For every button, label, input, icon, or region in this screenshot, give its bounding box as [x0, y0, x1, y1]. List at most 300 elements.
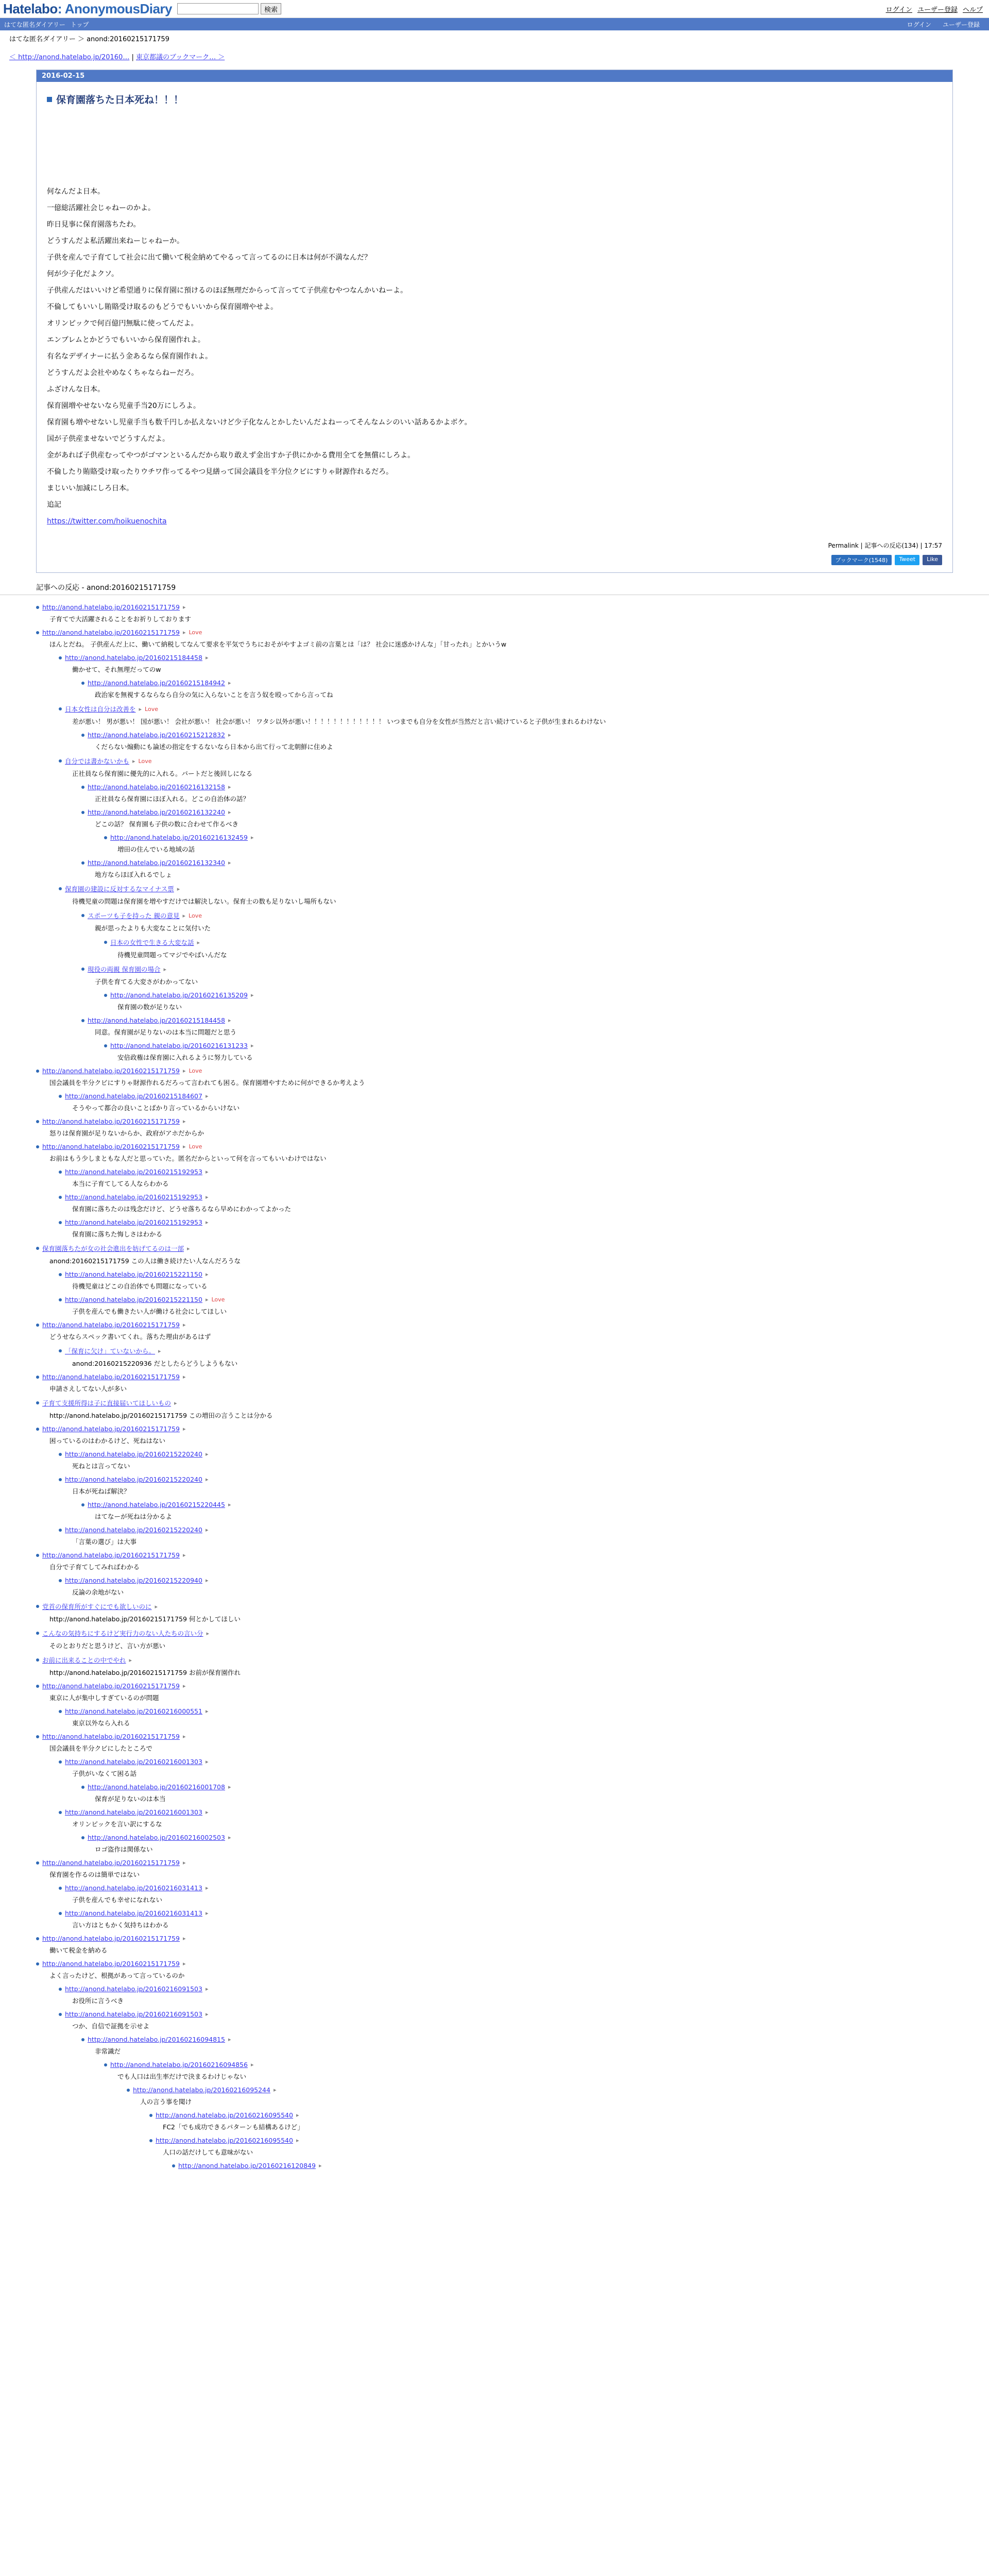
entry-owner-line: はてな匿名ダイアリー ＞ anond:20160215171759	[9, 36, 169, 43]
bullet-icon	[36, 1070, 39, 1073]
comment-link[interactable]: http://anond.hatelabo.jp/20160216132459	[110, 834, 248, 841]
comment-heading	[36, 1143, 953, 1150]
comment-heading	[59, 1909, 953, 1917]
bullet-icon	[104, 1044, 107, 1047]
entry-body-line: ふざけんな日本。	[47, 385, 105, 394]
comment-link[interactable]: http://anond.hatelabo.jp/20160216091503	[65, 2010, 202, 2018]
expand-arrow-icon[interactable]: ▸	[182, 1733, 186, 1740]
comment-link[interactable]: 保育園落ちたが女の社会進出を妨げてるのは一部	[42, 1245, 184, 1252]
comment-item	[59, 1909, 953, 1930]
comment-item	[59, 1346, 953, 1369]
comment-text: 「言葉の選び」は大事	[72, 1538, 137, 1546]
entry-body-line: 追記	[47, 501, 61, 509]
comment-link[interactable]: 子育て支援所得は子に直接届いてほしいもの	[42, 1399, 172, 1407]
comment-link[interactable]: http://anond.hatelabo.jp/20160215192953	[65, 1218, 202, 1226]
comment-text: 怒りは保育園が足りないからか、政府がアホだからか	[49, 1129, 204, 1137]
comment-text: 人口の話だけしても意味がない	[163, 2148, 253, 2156]
bullet-icon	[81, 914, 84, 917]
search-input[interactable]	[177, 3, 259, 14]
nav-top[interactable]: トップ	[70, 21, 89, 28]
comment-heading	[172, 2162, 953, 2170]
expand-arrow-icon[interactable]: ▸	[205, 1809, 209, 1816]
comment-link[interactable]: http://anond.hatelabo.jp/20160215171759	[42, 1551, 180, 1559]
comment-link[interactable]: http://anond.hatelabo.jp/20160215171759	[42, 1859, 180, 1867]
bullet-icon	[81, 734, 84, 737]
comment-text: 安倍政権は保育園に入れるように努力している	[117, 1054, 253, 1061]
comment-text: 東京以外なら入れる	[72, 1719, 130, 1727]
comment-link[interactable]: http://anond.hatelabo.jp/20160215171759	[42, 1960, 180, 1968]
comment-link[interactable]: お前に出来ることの中でやれ	[42, 1656, 126, 1664]
comment-link[interactable]: http://anond.hatelabo.jp/20160215171759	[42, 603, 180, 611]
entry-body-line: 国が子供産ませないでどうすんだよ。	[47, 435, 169, 443]
expand-arrow-icon[interactable]: ▸	[205, 1910, 209, 1917]
expand-arrow-icon[interactable]: ▸	[228, 784, 231, 790]
comment-link[interactable]: http://anond.hatelabo.jp/20160216091503	[65, 1985, 202, 1993]
comment-heading	[59, 884, 953, 893]
comment-heading	[36, 1655, 953, 1665]
bullet-icon	[36, 1247, 39, 1250]
expand-arrow-icon[interactable]: ▸	[205, 1527, 209, 1533]
expand-arrow-icon[interactable]: ▸	[250, 834, 254, 841]
comment-link[interactable]: http://anond.hatelabo.jp/20160215192953	[65, 1168, 202, 1176]
comment-item	[59, 1476, 953, 1497]
comment-link[interactable]: http://anond.hatelabo.jp/20160215171759	[42, 1935, 180, 1942]
expand-arrow-icon[interactable]: ▸	[205, 1986, 209, 1992]
comment-link[interactable]: 日本女性は自分は改善を	[65, 705, 136, 713]
comment-link[interactable]: 党首の保育所がすぐにでも欲しいのに	[42, 1603, 152, 1611]
comment-heading	[59, 1450, 953, 1458]
comment-heading	[81, 783, 953, 791]
comment-heading	[104, 1042, 953, 1049]
bullet-icon	[59, 1196, 62, 1199]
bullet-icon	[149, 2114, 152, 2117]
comment-text: どうせならスペック書いてくれ。落ちた理由があるはず	[49, 1333, 211, 1341]
comment-link[interactable]: http://anond.hatelabo.jp/20160216132240	[88, 808, 225, 816]
comment-heading	[59, 2010, 953, 2018]
expand-arrow-icon[interactable]: ▸	[174, 1399, 177, 1406]
comment-item	[36, 629, 953, 650]
expand-arrow-icon[interactable]: ▸	[155, 1603, 158, 1610]
expand-arrow-icon[interactable]: ▸	[228, 1501, 231, 1508]
bullet-icon	[81, 811, 84, 814]
comment-text: 困っているのはわかるけど、死ねはない	[49, 1437, 166, 1445]
expand-arrow-icon[interactable]: ▸	[197, 939, 200, 946]
comment-text: 人の言う事を聞け	[140, 2098, 192, 2106]
comment-heading	[81, 808, 953, 816]
love-badge[interactable]: Love	[189, 1067, 202, 1074]
comment-link[interactable]: http://anond.hatelabo.jp/20160216095540	[156, 2137, 293, 2144]
comment-link[interactable]: http://anond.hatelabo.jp/20160215171759	[42, 1682, 180, 1690]
expand-arrow-icon[interactable]: ▸	[250, 2061, 254, 2068]
comment-item	[36, 1629, 953, 1651]
entry-body	[37, 111, 952, 535]
comment-link[interactable]: http://anond.hatelabo.jp/20160215184458	[88, 1016, 225, 1024]
comment-item	[81, 964, 953, 987]
comment-text: ロゴ盗作は関係ない	[95, 1845, 153, 1853]
comment-link[interactable]: http://anond.hatelabo.jp/20160216001303	[65, 1808, 202, 1816]
prev-entry-link[interactable]: ＜ http://anond.hatelabo.jp/20160…	[9, 54, 130, 61]
comment-link[interactable]: http://anond.hatelabo.jp/20160216095244	[133, 2086, 270, 2094]
expand-arrow-icon[interactable]: ▸	[139, 705, 142, 713]
comment-item	[36, 1143, 953, 1164]
expand-arrow-icon[interactable]: ▸	[182, 604, 186, 611]
expand-arrow-icon[interactable]: ▸	[182, 1143, 186, 1150]
entry-body-line: 何が少子化だよクソ。	[47, 270, 119, 278]
bullet-icon	[81, 1019, 84, 1022]
comment-item	[59, 2010, 953, 2031]
comment-heading	[36, 1682, 953, 1690]
expand-arrow-icon[interactable]: ▸	[228, 1834, 231, 1841]
comment-heading	[36, 603, 953, 611]
comment-link[interactable]: http://anond.hatelabo.jp/20160215171759	[42, 1067, 180, 1075]
search-button[interactable]: 検索	[261, 3, 281, 14]
comment-heading	[36, 1960, 953, 1968]
comment-item	[149, 2137, 953, 2158]
comment-heading	[36, 1551, 953, 1559]
comment-link[interactable]: http://anond.hatelabo.jp/20160216135209	[110, 991, 248, 999]
comment-link[interactable]: http://anond.hatelabo.jp/20160216031413	[65, 1909, 202, 1917]
comment-text: 子供がいなくて困る話	[72, 1770, 137, 1777]
expand-arrow-icon[interactable]: ▸	[228, 1017, 231, 1024]
expand-arrow-icon[interactable]: ▸	[205, 1271, 209, 1278]
comment-link[interactable]: http://anond.hatelabo.jp/20160215220240	[65, 1450, 202, 1458]
expand-arrow-icon[interactable]: ▸	[250, 992, 254, 998]
comment-text: 子育てで大活躍されることをお祈りしております	[49, 615, 192, 623]
comment-heading	[81, 731, 953, 739]
expand-arrow-icon[interactable]: ▸	[228, 859, 231, 866]
comment-heading	[36, 1935, 953, 1942]
comment-item	[59, 1092, 953, 1113]
next-entry-link[interactable]: 東京都議のブックマーク… ＞	[135, 54, 225, 61]
comment-link[interactable]: http://anond.hatelabo.jp/20160216002503	[88, 1834, 225, 1841]
comment-text: オリンピックを言い訳にするな	[72, 1820, 162, 1828]
entry-footer: Permalink | 記事への反応(134) | 17:57	[828, 542, 942, 549]
comment-text: 働かせて、それ無理だってのw	[72, 666, 161, 673]
expand-arrow-icon[interactable]: ▸	[228, 1784, 231, 1790]
comment-text: 差が悪い！ 男が悪い！ 国が悪い！ 会社が悪い！ 社会が悪い！ ワタシ以外が悪い！！！！！！！！！！！！ いつまでも自分を女性が当然だと言い続けていると子供が生まれるわけない	[72, 718, 606, 725]
comment-heading	[36, 1117, 953, 1125]
comment-link[interactable]: http://anond.hatelabo.jp/20160216095540	[156, 2111, 293, 2119]
bullet-icon	[81, 682, 84, 685]
expand-arrow-icon[interactable]: ▸	[318, 2162, 322, 2169]
expand-arrow-icon[interactable]: ▸	[205, 1451, 209, 1458]
entry-body-line: 昨日見事に保育園落ちたわ。	[47, 221, 141, 229]
expand-arrow-icon[interactable]: ▸	[205, 1296, 209, 1303]
comment-heading	[81, 911, 953, 920]
expand-arrow-icon[interactable]: ▸	[205, 2011, 209, 2018]
comment-link[interactable]: http://anond.hatelabo.jp/20160215171759	[42, 1117, 180, 1125]
comment-text: 本当に子育てしてる人ならわかる	[72, 1180, 169, 1188]
comment-item	[36, 1551, 953, 1572]
comment-heading	[59, 1526, 953, 1534]
expand-arrow-icon[interactable]: ▸	[132, 757, 135, 765]
expand-arrow-icon[interactable]: ▸	[182, 1118, 186, 1125]
expand-arrow-icon[interactable]: ▸	[187, 1245, 190, 1252]
comment-link[interactable]: http://anond.hatelabo.jp/20160215192953	[65, 1193, 202, 1201]
bullet-icon	[59, 1095, 62, 1098]
comment-heading	[36, 1733, 953, 1740]
comment-heading	[81, 2036, 953, 2043]
expand-arrow-icon[interactable]: ▸	[273, 2087, 277, 2093]
comment-item	[36, 1602, 953, 1624]
comment-text: 東京に人が集中しすぎているのが問題	[49, 1694, 159, 1702]
comment-link[interactable]: こんなの気持ちにするけど実行力のない人たちの言い分	[42, 1630, 203, 1637]
expand-arrow-icon[interactable]: ▸	[182, 629, 186, 636]
bullet-icon	[104, 994, 107, 997]
entry-body-line: 子供を産んで子育てして社会に出て働いて税金納めてやるって言ってるのに日本は何が不満なんだ？	[47, 253, 371, 262]
comment-item	[81, 1783, 953, 1804]
comment-link[interactable]: http://anond.hatelabo.jp/20160215184607	[65, 1092, 202, 1100]
bullet-icon	[59, 1478, 62, 1481]
comment-link[interactable]: 「保育に欠け」ていないから。	[65, 1347, 156, 1355]
comment-text: 親が思ったよりも大変なことに気付いた	[95, 924, 211, 932]
comment-text: はてなーが死ねは分かるよ	[95, 1513, 173, 1520]
comment-item	[36, 1935, 953, 1956]
comment-link[interactable]: http://anond.hatelabo.jp/20160215220240	[65, 1476, 202, 1483]
comment-heading	[81, 859, 953, 867]
comment-text: 保育園の数が足りない	[117, 1003, 182, 1011]
bullet-icon	[36, 1937, 39, 1940]
comment-link[interactable]: http://anond.hatelabo.jp/20160215171759	[42, 629, 180, 636]
comment-link[interactable]: http://anond.hatelabo.jp/20160216132158	[88, 783, 225, 791]
comment-heading	[81, 964, 953, 974]
site-logo[interactable]: Hatelabo: AnonymousDiary	[3, 1, 172, 16]
bullet-icon	[81, 2038, 84, 2041]
comment-heading	[59, 1193, 953, 1201]
comment-link[interactable]: http://anond.hatelabo.jp/20160215221150	[65, 1270, 202, 1278]
expand-arrow-icon[interactable]: ▸	[205, 1885, 209, 1891]
comment-heading	[104, 938, 953, 947]
comment-item	[59, 1526, 953, 1547]
comment-link[interactable]: http://anond.hatelabo.jp/20160216000551	[65, 1707, 202, 1715]
comment-item	[59, 1168, 953, 1189]
entry-date: 2016-02-15	[37, 70, 952, 82]
comment-text: 日本が死ねば解決？	[72, 1487, 130, 1495]
nav-login[interactable]: ログイン	[907, 21, 931, 28]
expand-arrow-icon[interactable]: ▸	[182, 1067, 186, 1074]
comment-heading	[127, 2086, 953, 2094]
comment-link[interactable]: http://anond.hatelabo.jp/20160215220240	[65, 1526, 202, 1534]
signup-link[interactable]: ユーザー登録	[917, 6, 958, 14]
love-badge[interactable]: Love	[145, 705, 158, 713]
comment-link[interactable]: http://anond.hatelabo.jp/20160216001708	[88, 1783, 225, 1791]
comment-link[interactable]: 自分では書かないかも	[65, 757, 130, 765]
comment-heading	[59, 1758, 953, 1766]
comment-text: 子供を産んでも幸せになれない	[72, 1896, 163, 1904]
love-badge[interactable]: Love	[189, 629, 202, 636]
comment-link[interactable]: スポーツも子を持った 親の意見	[88, 912, 180, 920]
expand-arrow-icon[interactable]: ▸	[205, 1577, 209, 1584]
comment-item	[172, 2162, 953, 2170]
tweet-button[interactable]: Tweet	[895, 555, 919, 565]
bullet-icon	[36, 1685, 39, 1688]
expand-arrow-icon[interactable]: ▸	[182, 1426, 186, 1432]
bullet-icon	[59, 1171, 62, 1174]
comment-text: 保育園を作るのは簡単ではない	[49, 1871, 140, 1878]
entry-title[interactable]: 保育園落ちた日本死ね！！！	[37, 82, 952, 111]
comment-link[interactable]: http://anond.hatelabo.jp/20160215171759	[42, 1321, 180, 1329]
bullet-icon	[59, 1221, 62, 1224]
title-square-icon	[47, 97, 52, 102]
expand-arrow-icon[interactable]: ▸	[129, 1656, 132, 1664]
comment-item	[81, 731, 953, 752]
comment-item	[81, 783, 953, 804]
entry-body-line: 一億総活躍社会じゃねーのかよ。	[47, 204, 155, 212]
comment-text: 待機児童はどこの自治体でも問題になっている	[72, 1282, 208, 1290]
bullet-icon	[59, 656, 62, 659]
expand-arrow-icon[interactable]: ▸	[228, 680, 231, 686]
comment-item	[104, 938, 953, 960]
comment-link[interactable]: http://anond.hatelabo.jp/20160215220940	[65, 1577, 202, 1584]
expand-arrow-icon[interactable]: ▸	[205, 1476, 209, 1483]
comment-text: 保育園に落ちたのは残念だけど、どうせ落ちるなら早めにわかってよかった	[72, 1205, 292, 1213]
comment-item	[81, 808, 953, 829]
expand-arrow-icon[interactable]: ▸	[177, 885, 180, 892]
expand-arrow-icon[interactable]: ▸	[228, 2036, 231, 2043]
comment-text: http://anond.hatelabo.jp/20160215171759 何とかしてほしい	[49, 1615, 241, 1623]
comment-heading	[149, 2111, 953, 2119]
comment-heading	[104, 991, 953, 999]
comment-heading	[59, 1092, 953, 1100]
hatena-bookmark-button[interactable]: ブックマーク(1548)	[831, 555, 892, 565]
comment-link[interactable]: http://anond.hatelabo.jp/20160215171759	[42, 1143, 180, 1150]
comment-item	[81, 1501, 953, 1522]
comment-link[interactable]: http://anond.hatelabo.jp/20160215171759	[42, 1733, 180, 1740]
comment-text: 非常識だ	[95, 2047, 121, 2055]
comment-link[interactable]: 保育園の建設に反対するなマイナス票	[65, 885, 174, 893]
comment-link[interactable]: http://anond.hatelabo.jp/20160216094815	[88, 2036, 225, 2043]
expand-arrow-icon[interactable]: ▸	[158, 1347, 161, 1354]
comment-link[interactable]: 日本の女性で生きる大変な話	[110, 939, 194, 946]
expand-arrow-icon[interactable]: ▸	[205, 1708, 209, 1715]
comment-item	[36, 1321, 953, 1342]
bullet-icon	[59, 1349, 62, 1352]
bullet-icon	[81, 1503, 84, 1506]
comment-heading	[59, 1808, 953, 1816]
comment-heading	[59, 1707, 953, 1715]
comment-item	[36, 1244, 953, 1266]
comment-link[interactable]: http://anond.hatelabo.jp/20160215221150	[65, 1296, 202, 1303]
expand-arrow-icon[interactable]: ▸	[205, 654, 209, 661]
expand-arrow-icon[interactable]: ▸	[296, 2112, 299, 2119]
expand-arrow-icon[interactable]: ▸	[205, 1194, 209, 1200]
entry-body-line: 有名なデザイナーに払う金あるなら保育園作れよ。	[47, 352, 213, 361]
comment-text: http://anond.hatelabo.jp/20160215171759 お前が保育園作れ	[49, 1669, 241, 1676]
expand-arrow-icon[interactable]: ▸	[296, 2137, 299, 2144]
entry-body-line: 保育園も増やせないし児童手当も数千円しか払えないけど少子化なんとかしたいんだよねーってそんなムシのいい話あるかよボケ。	[47, 418, 472, 427]
expand-arrow-icon[interactable]: ▸	[182, 1960, 186, 1967]
comment-link[interactable]: http://anond.hatelabo.jp/20160215184458	[65, 654, 202, 662]
bullet-icon	[59, 2013, 62, 2016]
comment-link[interactable]: http://anond.hatelabo.jp/20160215171759	[42, 1425, 180, 1433]
comment-text: 子供を育てる大変さがわかってない	[95, 978, 198, 986]
comment-text: 待機児童の問題は保育園を増やすだけでは解決しない。保育士の数も足りないし場所もない	[72, 897, 336, 905]
comment-text: FC2「でも成功できるパターンも結構あるけど」	[163, 2123, 304, 2131]
comment-heading	[36, 1425, 953, 1433]
expand-arrow-icon[interactable]: ▸	[182, 1859, 186, 1866]
entry-body-line: 不倫してもいいし賄賂受け取るのもどうでもいいから保育園増やせよ。	[47, 303, 278, 311]
entry-body-link[interactable]: https://twitter.com/hoikuenochita	[47, 517, 167, 526]
comment-item	[81, 911, 953, 934]
expand-arrow-icon[interactable]: ▸	[182, 1935, 186, 1942]
help-link[interactable]: ヘルプ	[962, 6, 983, 14]
comment-heading	[104, 2061, 953, 2069]
love-badge[interactable]: Love	[211, 1296, 225, 1303]
comment-item	[59, 1985, 953, 2006]
comment-text: 自分で子育てしてみればわかる	[49, 1563, 140, 1571]
expand-arrow-icon[interactable]: ▸	[182, 1683, 186, 1689]
login-link[interactable]: ログイン	[885, 6, 912, 14]
comment-item	[104, 834, 953, 855]
comment-link[interactable]: http://anond.hatelabo.jp/20160216001303	[65, 1758, 202, 1766]
comment-link[interactable]: http://anond.hatelabo.jp/20160215184942	[88, 679, 225, 687]
expand-arrow-icon[interactable]: ▸	[163, 965, 167, 973]
comment-link[interactable]: http://anond.hatelabo.jp/20160216131233	[110, 1042, 248, 1049]
expand-arrow-icon[interactable]: ▸	[182, 1374, 186, 1380]
comment-link[interactable]: http://anond.hatelabo.jp/20160216120849	[178, 2162, 316, 2170]
love-badge[interactable]: Love	[138, 757, 152, 765]
comment-link[interactable]: http://anond.hatelabo.jp/20160216031413	[65, 1884, 202, 1892]
comment-link[interactable]: http://anond.hatelabo.jp/20160215220445	[88, 1501, 225, 1509]
comment-text: anond:20160215171759 この人は働き続けたい人なんだろうな	[49, 1257, 241, 1265]
comment-item	[36, 603, 953, 624]
expand-arrow-icon[interactable]: ▸	[206, 1630, 210, 1637]
comment-text: お役所に言うべき	[72, 1997, 124, 2005]
comment-link[interactable]: http://anond.hatelabo.jp/20160216094856	[110, 2061, 248, 2069]
expand-arrow-icon[interactable]: ▸	[205, 1093, 209, 1099]
comment-heading	[36, 1244, 953, 1253]
bullet-icon	[59, 1912, 62, 1915]
love-badge[interactable]: Love	[189, 1143, 202, 1150]
expand-arrow-icon[interactable]: ▸	[228, 732, 231, 738]
comment-link[interactable]: http://anond.hatelabo.jp/20160216132340	[88, 859, 225, 867]
comment-item	[59, 1758, 953, 1779]
comment-item	[81, 2036, 953, 2057]
entry-body-line: 何なんだよ日本。	[47, 188, 105, 196]
comment-link[interactable]: http://anond.hatelabo.jp/20160215171759	[42, 1373, 180, 1381]
expand-arrow-icon[interactable]: ▸	[250, 1042, 254, 1049]
breadcrumb: ＜ http://anond.hatelabo.jp/20160… | 東京都議のブックマーク… ＞	[9, 54, 225, 61]
like-button[interactable]: Like	[923, 555, 942, 565]
comment-item	[36, 1373, 953, 1394]
comment-link[interactable]: 現役の両親 保育園の場合	[88, 965, 161, 973]
expand-arrow-icon[interactable]: ▸	[228, 809, 231, 816]
nav-anond-home[interactable]: はてな匿名ダイアリー	[4, 21, 65, 28]
bullet-icon	[59, 1273, 62, 1276]
expand-arrow-icon[interactable]: ▸	[182, 912, 186, 919]
expand-arrow-icon[interactable]: ▸	[205, 1168, 209, 1175]
comment-heading	[36, 1373, 953, 1381]
comment-text: 反論の余地がない	[72, 1588, 124, 1596]
comment-heading	[149, 2137, 953, 2144]
expand-arrow-icon[interactable]: ▸	[182, 1321, 186, 1328]
comment-item	[36, 1398, 953, 1421]
bullet-icon	[81, 786, 84, 789]
expand-arrow-icon[interactable]: ▸	[182, 1552, 186, 1558]
comment-item	[59, 1707, 953, 1728]
bullet-icon	[59, 707, 62, 710]
expand-arrow-icon[interactable]: ▸	[205, 1219, 209, 1226]
nav-signup[interactable]: ユーザー登録	[942, 21, 980, 28]
comment-heading	[59, 1270, 953, 1278]
comment-item	[59, 1884, 953, 1905]
bullet-icon	[59, 1579, 62, 1582]
comment-link[interactable]: http://anond.hatelabo.jp/20160215212832	[88, 731, 225, 739]
bullet-icon	[59, 759, 62, 762]
bullet-icon	[36, 1401, 39, 1404]
love-badge[interactable]: Love	[189, 912, 202, 919]
expand-arrow-icon[interactable]: ▸	[205, 1758, 209, 1765]
